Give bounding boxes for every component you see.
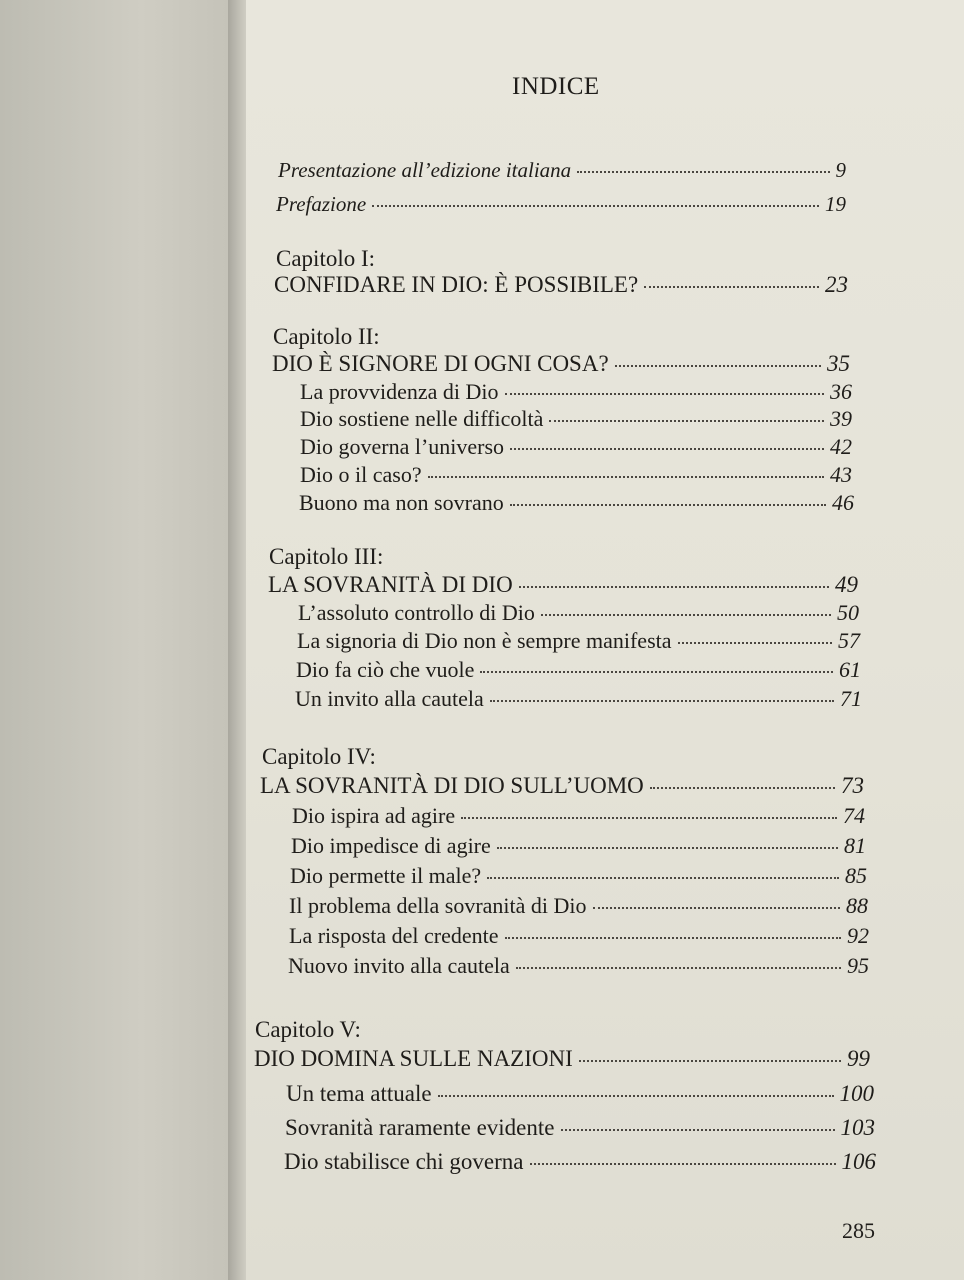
page-title: INDICE: [512, 73, 600, 100]
toc-entry: [291, 833, 866, 863]
toc-entry-page: 106: [841, 1149, 876, 1174]
toc-entry-page: 100: [839, 1081, 874, 1106]
chapter-title: LA SOVRANITÀ DI DIO: [268, 572, 513, 597]
toc-entry-page: 92: [847, 923, 869, 948]
toc-entry-label: Un tema attuale: [286, 1081, 432, 1106]
toc-entry-label: Prefazione: [276, 192, 367, 216]
toc-entry-page: 35: [827, 351, 850, 376]
toc-entry-page: 99: [847, 1046, 870, 1071]
dot-leader: [644, 286, 819, 288]
toc-entry: [285, 1115, 875, 1145]
toc-entry: [288, 953, 869, 983]
toc-entry-label: Dio o il caso?: [300, 462, 422, 487]
toc-entry-label: Dio sostiene nelle difficoltà: [300, 406, 544, 431]
dot-leader: [519, 586, 829, 588]
toc-entry-page: 88: [846, 893, 868, 918]
toc-entry-label: Dio ispira ad agire: [292, 803, 456, 828]
dot-leader: [530, 1163, 836, 1165]
toc-entry-page: 36: [830, 379, 852, 404]
toc-entry-label: Dio fa ciò che vuole: [296, 657, 475, 682]
toc-entry-page: 19: [825, 192, 846, 216]
page-number: 285: [842, 1218, 875, 1243]
toc-entry-page: 103: [840, 1115, 875, 1140]
toc-entry-page: 74: [843, 803, 865, 828]
toc-entry-label: La signoria di Dio non è sempre manifesta: [297, 628, 672, 653]
toc-entry-page: 50: [837, 600, 859, 625]
toc-entry-page: 9: [835, 158, 846, 182]
dot-leader: [461, 817, 837, 819]
toc-entry: [300, 434, 852, 464]
toc-entry-page: 81: [844, 833, 866, 858]
toc-entry: [289, 923, 869, 953]
toc-entry-label: Un invito alla cautela: [295, 686, 484, 711]
dot-leader: [549, 420, 824, 422]
dot-leader: [541, 614, 831, 616]
toc-entry-label: Dio stabilisce chi governa: [284, 1149, 524, 1174]
toc-entry-label: Nuovo invito alla cautela: [288, 953, 510, 978]
dot-leader: [487, 877, 839, 879]
toc-entry: [299, 490, 854, 520]
dot-leader: [615, 365, 821, 367]
toc-entry: [298, 600, 859, 630]
dot-leader: [505, 937, 841, 939]
toc-entry-label: La provvidenza di Dio: [300, 379, 499, 404]
toc-entry-page: 42: [830, 434, 852, 459]
dot-leader: [577, 171, 829, 173]
toc-entry: [300, 462, 852, 492]
toc-entry-label: Buono ma non sovrano: [299, 490, 504, 515]
toc-entry-page: 23: [825, 272, 848, 297]
toc-entry: [286, 1081, 874, 1111]
chapter-heading: Capitolo I:: [276, 246, 376, 271]
chapter-title: DIO È SIGNORE DI OGNI COSA?: [272, 351, 609, 376]
dot-leader: [593, 907, 840, 909]
chapter-title: DIO DOMINA SULLE NAZIONI: [254, 1046, 573, 1071]
toc-entry-page: 95: [847, 953, 869, 978]
chapter-title-entry: [254, 1046, 870, 1076]
dot-leader: [428, 476, 824, 478]
dot-leader: [579, 1060, 841, 1062]
dot-leader: [490, 700, 834, 702]
toc-entry-page: 49: [835, 572, 858, 597]
toc-entry-page: 43: [830, 462, 852, 487]
dot-leader: [438, 1095, 834, 1097]
chapter-title-entry: [268, 572, 858, 602]
chapter-title: CONFIDARE IN DIO: È POSSIBILE?: [274, 272, 639, 297]
toc-entry-page: 39: [830, 406, 852, 431]
chapter-heading: Capitolo II:: [273, 324, 380, 349]
toc-entry: [296, 657, 861, 687]
toc-entry-page: 61: [839, 657, 861, 682]
toc-entry: [300, 379, 852, 409]
toc-entry-label: Il problema della sovranità di Dio: [289, 893, 587, 918]
dot-leader: [505, 393, 824, 395]
toc-entry-label: La risposta del credente: [289, 923, 499, 948]
chapter-title: LA SOVRANITÀ DI DIO SULL’UOMO: [260, 773, 644, 798]
toc-entry: [297, 628, 860, 658]
toc-entry-page: 85: [845, 863, 867, 888]
toc-entry-label: L’assoluto controllo di Dio: [298, 600, 535, 625]
dot-leader: [497, 847, 838, 849]
toc-entry: [295, 686, 862, 716]
dot-leader: [516, 967, 841, 969]
toc-entry-page: 57: [838, 628, 860, 653]
toc-entry-label: Dio permette il male?: [290, 863, 482, 888]
chapter-heading: Capitolo V:: [255, 1017, 361, 1042]
toc-entry: [300, 406, 852, 436]
dot-leader: [510, 448, 824, 450]
toc-entry: [292, 803, 865, 833]
left-page: [0, 0, 236, 1280]
dot-leader: [561, 1129, 835, 1131]
toc-entry: [289, 893, 868, 923]
toc-entry-label: Dio impedisce di agire: [291, 833, 491, 858]
toc-entry-label: Presentazione all’edizione italiana: [278, 158, 572, 182]
toc-entry-front: [276, 192, 846, 222]
toc-entry: [290, 863, 867, 893]
toc-entry-front: [278, 158, 846, 188]
chapter-heading: Capitolo III:: [269, 544, 384, 569]
dot-leader: [480, 671, 833, 673]
toc-entry-page: 71: [840, 686, 862, 711]
chapter-heading: Capitolo IV:: [262, 744, 376, 769]
dot-leader: [678, 642, 832, 644]
dot-leader: [510, 504, 826, 506]
toc-entry-label: Dio governa l’universo: [300, 434, 505, 459]
toc-entry-label: Sovranità raramente evidente: [285, 1115, 555, 1140]
dot-leader: [650, 787, 835, 789]
toc-entry-page: 73: [841, 773, 864, 798]
dot-leader: [372, 205, 819, 207]
chapter-title-entry: [274, 272, 848, 302]
chapter-title-entry: [272, 351, 850, 381]
chapter-title-entry: [260, 773, 864, 803]
toc-entry-page: 46: [832, 490, 854, 515]
toc-entry: [284, 1149, 876, 1179]
